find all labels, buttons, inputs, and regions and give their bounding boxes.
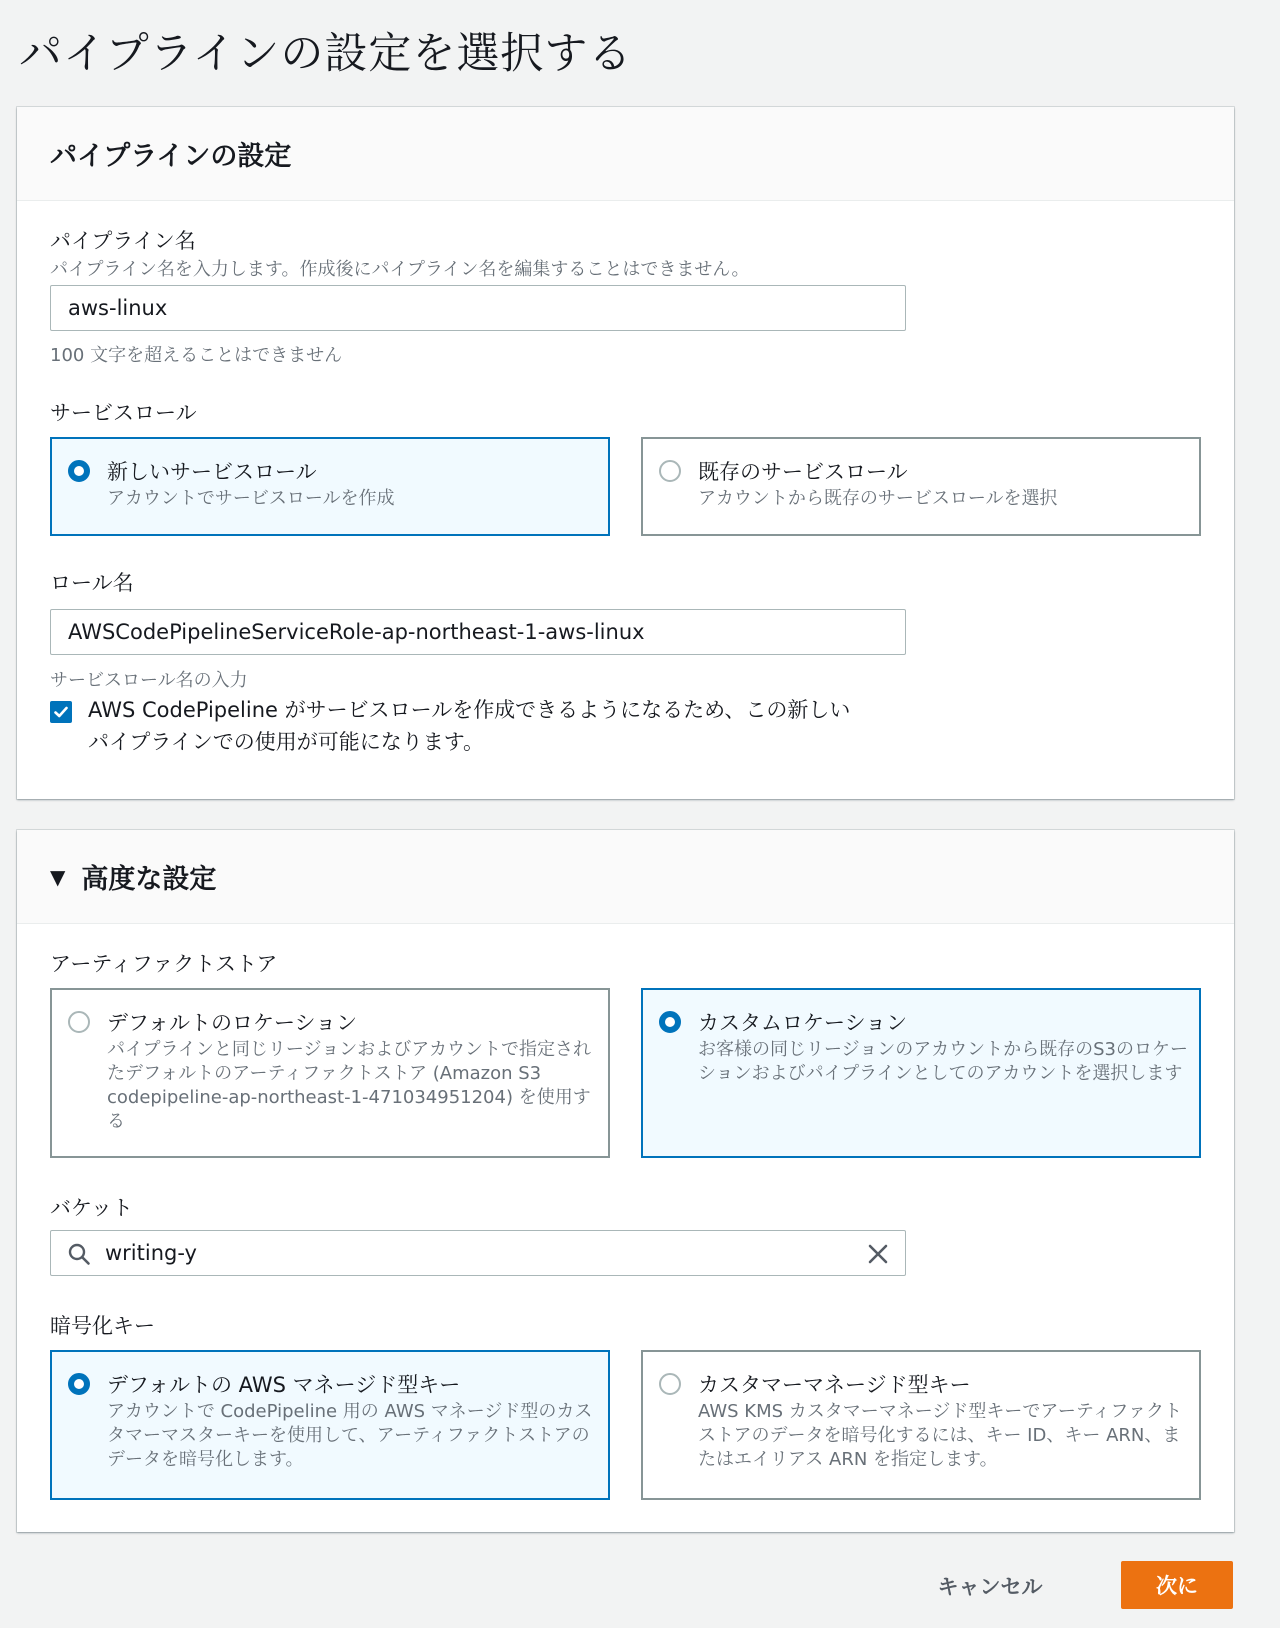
consent-text-line1: AWS CodePipeline がサービスロールを作成できるようになるため、この新しい	[88, 698, 851, 722]
advanced-settings-panel	[17, 830, 1234, 1532]
new-service-role-radio[interactable]	[68, 460, 90, 482]
default-managed-key-radio[interactable]	[68, 1373, 90, 1395]
bucket-label: バケット	[50, 1196, 133, 1220]
encryption-key-label: 暗号化キー	[50, 1314, 155, 1338]
cancel-button[interactable]: キャンセル	[920, 1564, 1060, 1608]
customer-managed-key-description: AWS KMS カスタマーマネージド型キーでアーティファクトストアのデータを暗号化するには、キー ID、キー ARN、またはエイリアス ARN を指定します。	[698, 1401, 1183, 1470]
pipeline-name-description: パイプライン名を入力します。作成後にパイプライン名を編集することはできません。	[50, 259, 750, 280]
pipeline-name-hint: 100 文字を超えることはできません	[50, 345, 343, 366]
existing-service-role-title: 既存のサービスロール	[698, 460, 908, 484]
pipeline-settings-heading: パイプラインの設定	[50, 141, 292, 172]
pipeline-settings-panel	[17, 107, 1234, 799]
service-role-label: サービスロール	[50, 401, 197, 425]
existing-service-role-tile[interactable]	[641, 437, 1201, 536]
default-managed-key-tile[interactable]	[50, 1350, 610, 1500]
default-managed-key-title: デフォルトの AWS マネージド型キー	[107, 1373, 461, 1397]
artifact-store-label: アーティファクトストア	[50, 952, 278, 976]
bucket-value: writing-y	[105, 1241, 197, 1265]
caret-down-icon[interactable]: ▼	[50, 864, 66, 889]
pipeline-settings-header	[17, 107, 1234, 201]
pipeline-name-label: パイプライン名	[50, 229, 196, 253]
custom-location-radio[interactable]	[659, 1011, 681, 1033]
role-name-value: AWSCodePipelineServiceRole-ap-northeast-1-aws-linux	[68, 620, 645, 644]
existing-service-role-radio[interactable]	[659, 460, 681, 482]
close-icon[interactable]	[867, 1243, 889, 1265]
bucket-search-input[interactable]	[50, 1230, 906, 1276]
new-service-role-tile[interactable]	[50, 437, 610, 536]
custom-location-title: カスタムロケーション	[698, 1011, 908, 1035]
advanced-settings-header[interactable]	[17, 830, 1234, 924]
default-location-tile[interactable]	[50, 988, 610, 1158]
customer-managed-key-title: カスタマーマネージド型キー	[698, 1373, 971, 1397]
existing-service-role-description: アカウントから既存のサービスロールを選択	[698, 488, 1058, 509]
role-name-input[interactable]	[50, 609, 906, 655]
custom-location-tile[interactable]	[641, 988, 1201, 1158]
new-service-role-title: 新しいサービスロール	[107, 460, 317, 484]
next-button[interactable]: 次に	[1121, 1561, 1233, 1609]
pipeline-name-value: aws-linux	[68, 296, 168, 320]
customer-managed-key-tile[interactable]	[641, 1350, 1201, 1500]
default-location-title: デフォルトのロケーション	[107, 1011, 358, 1035]
pipeline-name-input[interactable]	[50, 285, 906, 331]
role-name-label: ロール名	[50, 571, 134, 595]
default-managed-key-description: アカウントで CodePipeline 用の AWS マネージド型のカスタマーマスターキーを使用して、アーティファクトストアのデータを暗号化します。	[107, 1401, 593, 1470]
default-location-description: パイプラインと同じリージョンおよびアカウントで指定されたデフォルトのアーティファクトストア (Amazon S3 codepipeline-ap-northeast-1-471034951204) を使用する	[107, 1039, 592, 1132]
customer-managed-key-radio[interactable]	[659, 1373, 681, 1395]
check-icon	[53, 704, 69, 720]
default-location-radio[interactable]	[68, 1011, 90, 1033]
custom-location-description: お客様の同じリージョンのアカウントから既存のS3のロケーションおよびパイプラインとしてのアカウントを選択します	[698, 1039, 1188, 1084]
role-name-hint: サービスロール名の入力	[50, 670, 248, 691]
page-title: パイプラインの設定を選択する	[19, 29, 633, 79]
consent-text-line2: パイプラインでの使用が可能になります。	[88, 730, 485, 754]
advanced-settings-heading: 高度な設定	[81, 864, 217, 895]
search-icon	[67, 1242, 91, 1266]
consent-text	[88, 694, 908, 758]
new-service-role-description: アカウントでサービスロールを作成	[107, 488, 395, 509]
consent-checkbox[interactable]	[50, 701, 72, 723]
